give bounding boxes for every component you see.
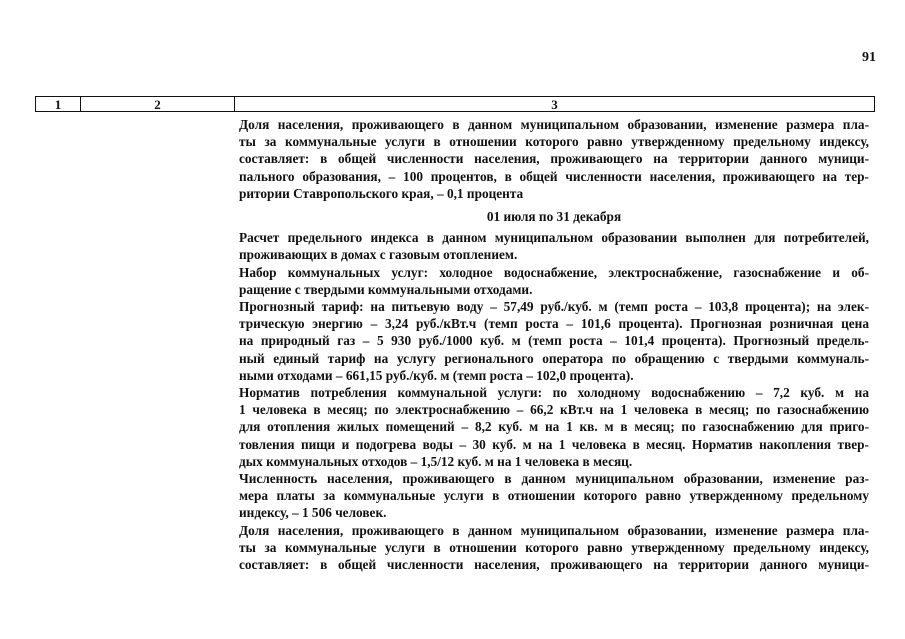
text-line: Расчет предельного индекса в данном муниципальном образовании выполнен для потребителей, <box>239 230 869 246</box>
paragraph-forecast-tariff <box>239 298 869 384</box>
paragraph-population-share-2 <box>239 522 869 574</box>
paragraph-consumption-norm <box>239 384 869 470</box>
text-line: ный единый тариф на услугу регионального оператора по обращению с твердыми коммуналь- <box>239 350 869 366</box>
text-line: Доля населения, проживающего в данном муниципальном образовании, изменение размера пла- <box>239 522 869 538</box>
column-1-header: 1 <box>36 97 81 112</box>
text-line: ными отходами – 661,15 руб./куб. м (темп роста – 102,0 процента). <box>239 367 634 383</box>
paragraph-population-share <box>239 116 869 202</box>
text-line: для отопления жилых помещений – 8,2 куб. м на 1 кв. м в месяц; по газоснабжению для приго- <box>239 419 869 435</box>
period-heading: 01 июля по 31 декабря <box>486 209 622 225</box>
text-line: составляет: в общей численности населения, проживающего на территории данного муници- <box>239 151 869 167</box>
text-line: Доля населения, проживающего в данном муниципальном образовании, изменение размера пла- <box>239 117 869 132</box>
text-line: товления пищи и подогрева воды – 30 куб. м на 1 человека в месяц. Норматив накопления твер- <box>239 436 869 452</box>
text-line: составляет: в общей численности населения, проживающего на территории данного муници- <box>239 557 869 573</box>
paragraph-population-count <box>239 470 869 522</box>
text-line: мера платы за коммунальные услуги в отношении которого равно утвержденному предельному <box>239 488 869 504</box>
text-line: индексу, – 1 506 человек. <box>239 505 387 521</box>
text-line: Набор коммунальных услуг: холодное водоснабжение, электроснабжение, газоснабжение и об- <box>239 264 869 280</box>
text-line: Норматив потребления коммунальной услуги: по холодному водоснабжению – 7,2 куб. м на <box>239 385 869 401</box>
text-line: ращение с твердыми коммунальными отходами. <box>239 281 533 297</box>
paragraph-service-set <box>239 264 869 298</box>
text-line: трическую энергию – 3,24 руб./кВт.ч (темп роста – 101,6 процента). Прогнозная розничная цена <box>239 316 869 332</box>
text-line: Численность населения, проживающего в данном муниципальном образовании, изменение раз- <box>239 471 869 487</box>
text-line: на природный газ – 5 930 руб./1000 куб. м (темп роста – 101,4 процента). Прогнозный предель- <box>239 333 869 349</box>
text-line: ритории Ставропольского края, – 0,1 процента <box>239 185 524 201</box>
column-3-header: 3 <box>235 97 875 112</box>
column-3-content <box>239 116 869 573</box>
paragraph-index-calculation <box>239 229 869 263</box>
text-line: ты за коммунальные услуги в отношении которого равно утвержденному предельному индексу, <box>239 539 869 555</box>
column-2-header: 2 <box>81 97 235 112</box>
text-line: 1 человека в месяц; по электроснабжению – 66,2 кВт.ч на 1 человека в месяц; по газоснабжению <box>239 402 869 418</box>
text-line: Прогнозный тариф: на питьевую воду – 57,49 руб./куб. м (темп роста – 103,8 процента); на элек- <box>239 299 869 315</box>
text-line: дых коммунальных отходов – 1,5/12 куб. м на 1 человека в месяц. <box>239 453 633 469</box>
text-line: проживающих в домах с газовым отоплением. <box>239 247 518 263</box>
text-line: ты за коммунальные услуги в отношении которого равно утвержденному предельному индексу, <box>239 134 869 150</box>
table-header-row <box>35 96 875 112</box>
text-line: пального образования, – 100 процентов, в общей численности населения, проживающего на тер- <box>239 168 869 184</box>
page-number: 91 <box>862 50 876 65</box>
